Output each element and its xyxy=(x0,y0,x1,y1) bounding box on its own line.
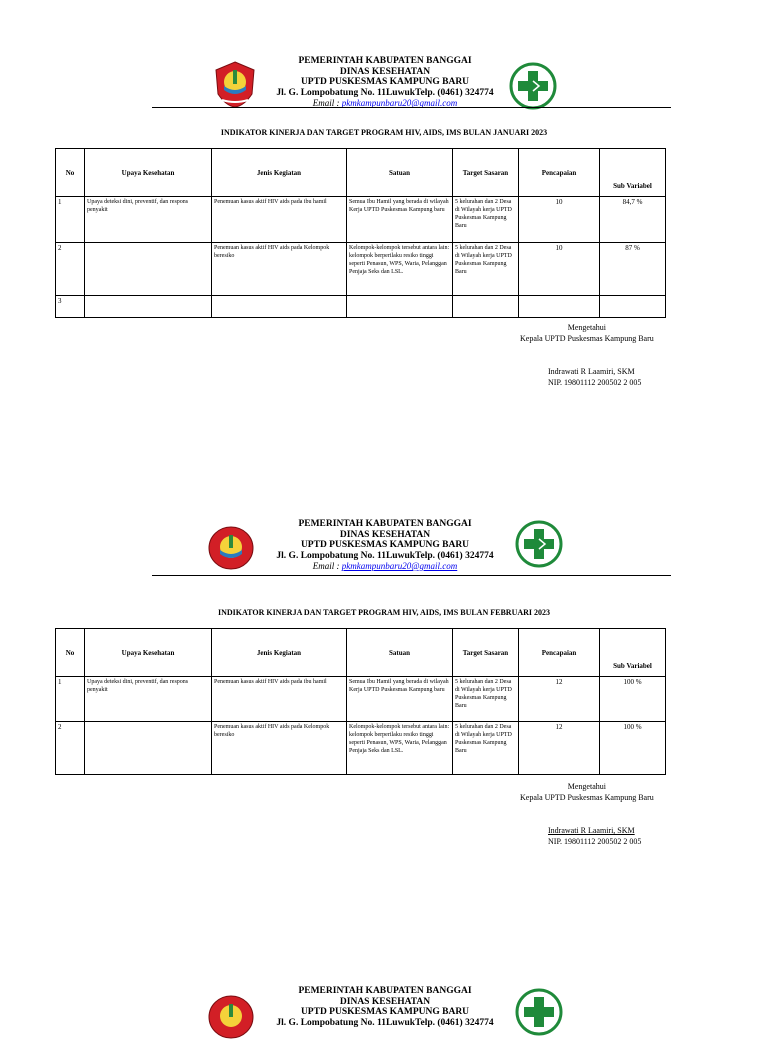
col-header-sub-variabel: Sub Variabel xyxy=(600,149,666,197)
col-header-no: No xyxy=(56,149,85,197)
cell-upaya: Upaya deteksi dini, preventif, dan respons penyakit xyxy=(85,197,212,243)
cell-upaya xyxy=(85,243,212,296)
cell-kegiatan: Penemuan kasus aktif HIV aids pada Kelompok beresiko xyxy=(212,722,347,775)
cell-satuan: Kelompok-kelompok tersebut antara lain: kelompok berperilaku resiko tinggi seperti Penasun, WPS, Waria, Pelanggan Penjaja Seks dan LSL. xyxy=(347,722,453,775)
col-header-pencapaian: Pencapaian xyxy=(519,149,600,197)
email-label: Email : xyxy=(312,98,342,108)
letterhead xyxy=(230,986,540,1028)
sign-acknowledge: Mengetahui xyxy=(567,782,606,791)
letterhead-email-line xyxy=(230,561,540,572)
indicator-table xyxy=(55,148,666,318)
cell-sub-variabel: 100 % xyxy=(600,722,666,775)
letterhead-address: Jl. G. Lompobatung No. 11LuwukTelp. (0461) 324774 xyxy=(276,1017,494,1028)
cell-pencapaian xyxy=(519,296,600,318)
cell-no: 3 xyxy=(56,296,85,318)
signature-block xyxy=(520,322,654,388)
sign-acknowledge: Mengetahui xyxy=(567,323,606,332)
table-header-row xyxy=(56,149,666,197)
sign-name: Indrawati R Laamiri, SKM xyxy=(548,826,635,835)
col-header-sub-variabel: Sub Variabel xyxy=(600,629,666,677)
sign-name: Indrawati R Laamiri, SKM xyxy=(548,367,635,376)
report-title: INDIKATOR KINERJA DAN TARGET PROGRAM HIV, AIDS, IMS BULAN FEBRUARI 2023 xyxy=(217,608,551,617)
cell-satuan xyxy=(347,296,453,318)
sign-position: Kepala UPTD Puskesmas Kampung Baru xyxy=(520,793,654,802)
cell-sub-variabel: 84,7 % xyxy=(600,197,666,243)
puskesmas-cross-logo-icon xyxy=(515,520,563,568)
table-row xyxy=(56,722,666,775)
table-row xyxy=(56,243,666,296)
cell-satuan: Semua Ibu Hamil yang berada di wilayah Kerja UPTD Puskesmas Kampung baru xyxy=(347,197,453,243)
letterhead-unit: UPTD PUSKESMAS KAMPUNG BARU xyxy=(300,540,470,550)
sign-position: Kepala UPTD Puskesmas Kampung Baru xyxy=(520,334,654,343)
col-header-kegiatan: Jenis Kegiatan xyxy=(212,149,347,197)
indicator-table xyxy=(55,628,666,775)
report-title: INDIKATOR KINERJA DAN TARGET PROGRAM HIV, AIDS, IMS BULAN JANUARI 2023 xyxy=(220,128,548,137)
email-label: Email : xyxy=(312,561,342,571)
col-header-upaya: Upaya Kesehatan xyxy=(85,149,212,197)
col-header-upaya: Upaya Kesehatan xyxy=(85,629,212,677)
letterhead-agency: DINAS KESEHATAN xyxy=(339,996,431,1007)
col-header-kegiatan: Jenis Kegiatan xyxy=(212,629,347,677)
cell-pencapaian: 10 xyxy=(519,197,600,243)
email-link[interactable]: pkmkampunbaru20@gmail.com xyxy=(341,561,458,571)
table-row xyxy=(56,677,666,722)
cell-target: 5 kelurahan dan 2 Desa di Wilayah kerja UPTD Puskesmas Kampung Baru xyxy=(453,243,519,296)
cell-kegiatan: Penemuan kasus aktif HIV aids pada ibu hamil xyxy=(212,197,347,243)
cell-upaya xyxy=(85,722,212,775)
col-header-satuan: Satuan xyxy=(347,629,453,677)
cell-sub-variabel xyxy=(600,296,666,318)
cell-pencapaian: 12 xyxy=(519,677,600,722)
letterhead xyxy=(230,519,540,572)
sign-nip: NIP. 19801112 200502 2 005 xyxy=(548,378,642,387)
col-header-target: Target Sasaran xyxy=(453,629,519,677)
sign-nip: NIP. 19801112 200502 2 005 xyxy=(548,837,642,846)
col-header-no: No xyxy=(56,629,85,677)
cell-target: 5 kelurahan dan 2 Desa di Wilayah kerja UPTD Puskesmas Kampung Baru xyxy=(453,197,519,243)
letterhead-address: Jl. G. Lompobatung No. 11LuwukTelp. (0461) 324774 xyxy=(276,87,494,98)
cell-pencapaian: 10 xyxy=(519,243,600,296)
puskesmas-cross-logo-icon xyxy=(515,988,563,1036)
cell-satuan: Kelompok-kelompok tersebut antara lain: kelompok berperilaku resiko tinggi seperti Penasun, WPS, Waria, Pelanggan Penjaja Seks dan LSL. xyxy=(347,243,453,296)
letterhead-agency: DINAS KESEHATAN xyxy=(339,529,431,540)
table-row xyxy=(56,296,666,318)
cell-upaya: Upaya deteksi dini, preventif, dan respons penyakit xyxy=(85,677,212,722)
puskesmas-cross-logo-icon xyxy=(509,62,557,110)
letterhead-address: Jl. G. Lompobatung No. 11LuwukTelp. (0461) 324774 xyxy=(276,550,494,561)
cell-kegiatan xyxy=(212,296,347,318)
cell-no: 1 xyxy=(56,197,85,243)
cell-no: 2 xyxy=(56,243,85,296)
cell-pencapaian: 12 xyxy=(519,722,600,775)
col-header-satuan: Satuan xyxy=(347,149,453,197)
letterhead-unit: UPTD PUSKESMAS KAMPUNG BARU xyxy=(300,1007,470,1017)
letterhead-agency: DINAS KESEHATAN xyxy=(339,66,431,77)
cell-sub-variabel: 87 % xyxy=(600,243,666,296)
cell-upaya xyxy=(85,296,212,318)
col-header-pencapaian: Pencapaian xyxy=(519,629,600,677)
table-header-row xyxy=(56,629,666,677)
cell-kegiatan: Penemuan kasus aktif HIV aids pada ibu hamil xyxy=(212,677,347,722)
cell-kegiatan: Penemuan kasus aktif HIV aids pada Kelompok beresiko xyxy=(212,243,347,296)
letterhead-unit: UPTD PUSKESMAS KAMPUNG BARU xyxy=(300,77,470,87)
cell-target xyxy=(453,296,519,318)
cell-satuan: Semua Ibu Hamil yang berada di wilayah Kerja UPTD Puskesmas Kampung baru xyxy=(347,677,453,722)
letterhead-divider xyxy=(152,575,671,576)
cell-target: 5 kelurahan dan 2 Desa di Wilayah kerja UPTD Puskesmas Kampung Baru xyxy=(453,722,519,775)
cell-sub-variabel: 100 % xyxy=(600,677,666,722)
cell-no: 2 xyxy=(56,722,85,775)
col-header-target: Target Sasaran xyxy=(453,149,519,197)
letterhead-divider xyxy=(152,107,671,108)
letterhead-government: PEMERINTAH KABUPATEN BANGGAI xyxy=(298,986,472,996)
table-row xyxy=(56,197,666,243)
email-link[interactable]: pkmkampunbaru20@gmail.com xyxy=(341,98,458,108)
letterhead-government: PEMERINTAH KABUPATEN BANGGAI xyxy=(298,56,472,66)
cell-target: 5 kelurahan dan 2 Desa di Wilayah kerja UPTD Puskesmas Kampung Baru xyxy=(453,677,519,722)
letterhead xyxy=(230,56,540,109)
letterhead-government: PEMERINTAH KABUPATEN BANGGAI xyxy=(298,519,472,529)
cell-no: 1 xyxy=(56,677,85,722)
signature-block xyxy=(520,781,654,847)
